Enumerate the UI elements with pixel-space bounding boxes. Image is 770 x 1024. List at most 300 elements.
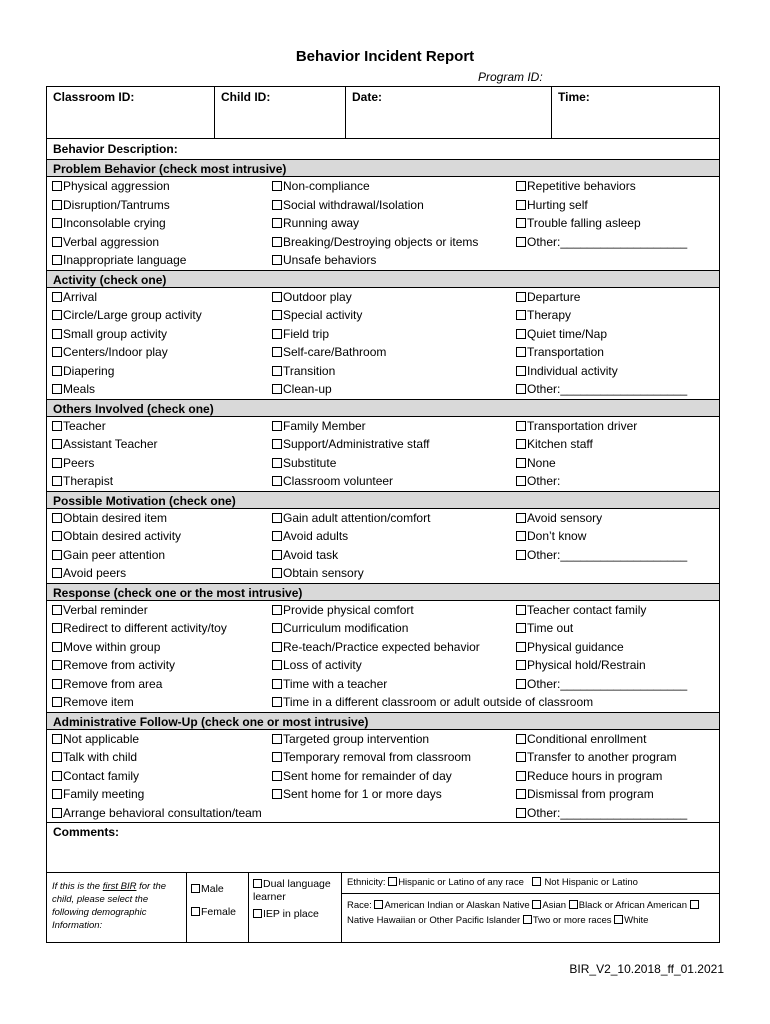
checkbox-icon[interactable]: [52, 476, 62, 486]
checkbox-option[interactable]: [52, 343, 272, 362]
checkbox-icon[interactable]: [52, 439, 62, 449]
checkbox-label: Substitute: [283, 455, 337, 470]
time-field[interactable]: Time:: [558, 90, 590, 104]
checkbox-icon[interactable]: [52, 292, 62, 302]
checkbox-icon[interactable]: [516, 605, 526, 615]
checkbox-option[interactable]: [516, 306, 726, 325]
checkbox-icon[interactable]: [52, 310, 62, 320]
checkbox-icon[interactable]: [52, 181, 62, 191]
checkbox-option[interactable]: [272, 601, 516, 620]
checkbox-icon[interactable]: [516, 458, 526, 468]
checkbox-option[interactable]: [516, 454, 726, 473]
checkbox-label: Time with a teacher: [283, 676, 388, 691]
checkbox-option[interactable]: [516, 546, 726, 565]
checkbox-option[interactable]: [52, 638, 272, 657]
checkbox-option[interactable]: [516, 638, 726, 657]
checkbox-option[interactable]: [272, 785, 516, 804]
empty-cell: [516, 251, 726, 270]
checkbox-option[interactable]: [52, 472, 272, 491]
checkbox-icon[interactable]: [516, 237, 526, 247]
checkbox-option[interactable]: [52, 546, 272, 565]
checkbox-label: Teacher contact family: [527, 602, 647, 617]
checkbox-icon[interactable]: [516, 200, 526, 210]
checkbox-label: Not applicable: [63, 731, 140, 746]
ethnicity-not-hispanic-option[interactable]: Not Hispanic or Latino: [544, 877, 638, 888]
page-title: Behavior Incident Report: [295, 48, 475, 65]
checkbox-icon[interactable]: [272, 421, 282, 431]
checkbox-icon[interactable]: [272, 292, 282, 302]
incident-form: [46, 86, 720, 943]
checkbox-icon[interactable]: [516, 513, 526, 523]
checkbox-option[interactable]: [272, 214, 516, 233]
checkbox-label: Move within group: [63, 639, 161, 654]
checkbox-icon[interactable]: [516, 292, 526, 302]
checkbox-icon[interactable]: [388, 877, 397, 886]
checkbox-label: Breaking/Destroying objects or items: [283, 234, 479, 249]
checkbox-label: Centers/Indoor play: [63, 345, 168, 359]
iep-option[interactable]: IEP in place: [253, 908, 337, 921]
checkbox-label: Unsafe behaviors: [283, 253, 377, 267]
checkbox-icon[interactable]: [272, 734, 282, 744]
section-heading: Activity (check one): [47, 270, 719, 288]
checkbox-option[interactable]: [272, 306, 516, 325]
checkbox-label: Repetitive behaviors: [527, 179, 636, 193]
checkbox-icon[interactable]: [272, 347, 282, 357]
checkbox-label: Outdoor play: [283, 289, 352, 304]
checkbox-option[interactable]: [272, 454, 516, 473]
checkbox-icon[interactable]: [516, 660, 526, 670]
checkbox-icon[interactable]: [52, 752, 62, 762]
checkbox-option[interactable]: [52, 362, 272, 381]
checkbox-option[interactable]: [272, 343, 516, 362]
checkbox-option[interactable]: [516, 509, 726, 528]
checkbox-option[interactable]: [272, 509, 516, 528]
checkbox-label: Hurting self: [527, 197, 588, 212]
checkbox-option[interactable]: [516, 177, 726, 196]
checkbox-icon[interactable]: [516, 181, 526, 191]
empty-cell: [272, 804, 516, 823]
checkbox-icon[interactable]: [52, 513, 62, 523]
checkbox-option[interactable]: [272, 693, 726, 712]
section-options: [47, 417, 719, 491]
checkbox-icon[interactable]: [516, 439, 526, 449]
section-heading: Problem Behavior (check most intrusive): [47, 159, 719, 177]
checkbox-label: Remove from area: [63, 676, 163, 691]
checkbox-option[interactable]: [516, 325, 726, 344]
checkbox-icon[interactable]: [516, 679, 526, 689]
checkbox-option[interactable]: [52, 619, 272, 638]
section-options: [47, 730, 719, 823]
checkbox-icon[interactable]: [690, 900, 699, 909]
checkbox-option[interactable]: [272, 767, 516, 786]
classroom-id-field[interactable]: Classroom ID:: [47, 87, 215, 138]
checkbox-icon[interactable]: [374, 900, 383, 909]
checkbox-icon[interactable]: [52, 808, 62, 818]
checkbox-label: Reduce hours in program: [527, 768, 663, 783]
checkbox-icon[interactable]: [272, 384, 282, 394]
checkbox-option[interactable]: [516, 730, 726, 749]
checkbox-icon[interactable]: [272, 623, 282, 633]
checkbox-label: Therapist: [63, 474, 114, 488]
checkbox-option[interactable]: [52, 417, 272, 436]
checkbox-label: Curriculum modification: [283, 621, 409, 635]
checkbox-icon[interactable]: [272, 255, 282, 265]
checkbox-icon[interactable]: [272, 697, 282, 707]
checkbox-icon[interactable]: [272, 531, 282, 541]
checkbox-label: None: [527, 455, 556, 470]
checkbox-option[interactable]: [272, 233, 516, 252]
checkbox-icon[interactable]: [253, 909, 262, 918]
checkbox-label: Avoid sensory: [527, 510, 603, 525]
race-line: Race: American Indian or Alaskan Native Asian Black or African American Native Hawaiian or Other Pacific Islander Two or more races White: [342, 894, 719, 932]
checkbox-label: Circle/Large group activity: [63, 308, 202, 322]
checkbox-option[interactable]: [516, 785, 726, 804]
checkbox-option[interactable]: [52, 730, 272, 749]
checkbox-icon[interactable]: [516, 310, 526, 320]
checkbox-icon[interactable]: [516, 218, 526, 228]
checkbox-option[interactable]: [516, 675, 726, 694]
checkbox-icon[interactable]: [272, 218, 282, 228]
checkbox-label: Other:___________________: [527, 382, 688, 396]
checkbox-icon[interactable]: [52, 568, 62, 578]
checkbox-icon[interactable]: [272, 568, 282, 578]
comments-label: Comments:: [53, 825, 120, 839]
checkbox-icon[interactable]: [52, 531, 62, 541]
checkbox-option[interactable]: [52, 748, 272, 767]
checkbox-label: Therapy: [527, 308, 572, 322]
checkbox-icon[interactable]: [253, 879, 262, 888]
checkbox-icon[interactable]: [523, 915, 532, 924]
checkbox-option[interactable]: [52, 288, 272, 307]
checkbox-option[interactable]: [52, 325, 272, 344]
child-id-field[interactable]: Child ID:: [215, 87, 346, 138]
checkbox-icon[interactable]: [516, 789, 526, 799]
checkbox-icon[interactable]: [272, 366, 282, 376]
checkbox-label: Family meeting: [63, 787, 145, 801]
section-heading: Others Involved (check one): [47, 399, 719, 417]
checkbox-icon[interactable]: [272, 752, 282, 762]
checkbox-label: Don’t know: [527, 529, 587, 543]
program-id-label[interactable]: Program ID:: [478, 70, 543, 84]
checkbox-icon[interactable]: [516, 734, 526, 744]
checkbox-option[interactable]: [516, 380, 726, 399]
checkbox-option[interactable]: [272, 325, 516, 344]
checkbox-option[interactable]: [272, 177, 516, 196]
dual-language-option[interactable]: Dual language learner: [253, 878, 331, 903]
checkbox-label: Special activity: [283, 308, 363, 322]
checkbox-label: Disruption/Tantrums: [63, 197, 170, 212]
empty-cell: [516, 564, 726, 583]
checkbox-label: Contact family: [63, 768, 140, 783]
checkbox-option[interactable]: [52, 454, 272, 473]
checkbox-label: Non-compliance: [283, 179, 370, 193]
checkbox-option[interactable]: [272, 656, 516, 675]
checkbox-label: Avoid adults: [283, 529, 349, 543]
checkbox-icon[interactable]: [52, 421, 62, 431]
checkbox-label: Arrange behavioral consultation/team: [63, 805, 262, 820]
checkbox-option[interactable]: [52, 509, 272, 528]
checkbox-label: Transfer to another program: [527, 750, 677, 764]
checkbox-label: Provide physical comfort: [283, 602, 414, 617]
checklist-sections: [47, 159, 719, 822]
checkbox-option[interactable]: [52, 306, 272, 325]
race-option[interactable]: Asian: [542, 900, 567, 911]
checkbox-icon[interactable]: [52, 384, 62, 394]
checkbox-icon[interactable]: [191, 907, 200, 916]
checkbox-icon[interactable]: [516, 476, 526, 486]
checkbox-label: Obtain sensory: [283, 566, 364, 580]
checkbox-icon[interactable]: [272, 310, 282, 320]
checkbox-option[interactable]: [52, 196, 272, 215]
checkbox-icon[interactable]: [52, 642, 62, 652]
checkbox-option[interactable]: [52, 564, 272, 583]
checkbox-option[interactable]: [272, 527, 516, 546]
male-option[interactable]: Male: [191, 883, 244, 906]
checkbox-label: Redirect to different activity/toy: [63, 621, 227, 635]
header-fields: [47, 87, 719, 139]
checkbox-icon[interactable]: [272, 679, 282, 689]
race-option[interactable]: American Indian or Alaskan Native: [384, 900, 530, 911]
checkbox-icon[interactable]: [52, 679, 62, 689]
checkbox-option[interactable]: [272, 546, 516, 565]
checkbox-icon[interactable]: [52, 789, 62, 799]
checkbox-option[interactable]: [516, 214, 726, 233]
checkbox-option[interactable]: [52, 767, 272, 786]
checkbox-icon[interactable]: [516, 347, 526, 357]
checkbox-option[interactable]: [516, 656, 726, 675]
checkbox-option[interactable]: [516, 288, 726, 307]
checkbox-icon[interactable]: [272, 771, 282, 781]
checkbox-option[interactable]: [52, 527, 272, 546]
checkbox-label: Teacher: [63, 418, 106, 433]
checkbox-icon[interactable]: [272, 200, 282, 210]
checkbox-label: Transportation driver: [527, 418, 638, 433]
checkbox-icon[interactable]: [52, 660, 62, 670]
checkbox-label: Loss of activity: [283, 658, 362, 672]
checkbox-option[interactable]: [272, 730, 516, 749]
checkbox-label: Conditional enrollment: [527, 731, 647, 746]
checkbox-option[interactable]: [516, 472, 726, 491]
checkbox-option[interactable]: [272, 619, 516, 638]
checkbox-icon[interactable]: [516, 623, 526, 633]
race-option[interactable]: Two or more races: [532, 915, 612, 926]
checkbox-icon[interactable]: [516, 531, 526, 541]
checkbox-option[interactable]: [272, 472, 516, 491]
checkbox-icon[interactable]: [516, 808, 526, 818]
checkbox-icon[interactable]: [272, 550, 282, 560]
date-field[interactable]: Date:: [346, 87, 552, 138]
checkbox-label: Inconsolable crying: [63, 216, 166, 230]
section-options: [47, 177, 719, 270]
checkbox-option[interactable]: [516, 804, 726, 823]
checkbox-option[interactable]: [516, 748, 726, 767]
checkbox-label: Avoid task: [283, 547, 339, 562]
checkbox-option[interactable]: [516, 362, 726, 381]
language-iep-options: [249, 873, 342, 942]
checkbox-option[interactable]: [272, 251, 516, 270]
checkbox-icon[interactable]: [52, 329, 62, 339]
checkbox-label: Avoid peers: [63, 566, 127, 580]
checkbox-label: Temporary removal from classroom: [283, 750, 472, 764]
demographics-row: [47, 872, 719, 942]
checkbox-option[interactable]: [272, 417, 516, 436]
checkbox-option[interactable]: [52, 233, 272, 252]
checkbox-label: Sent home for 1 or more days: [283, 787, 442, 801]
checkbox-label: Remove item: [63, 695, 134, 709]
checkbox-label: Transportation: [527, 345, 604, 359]
section-heading: Possible Motivation (check one): [47, 491, 719, 509]
checkbox-icon[interactable]: [272, 476, 282, 486]
checkbox-icon[interactable]: [52, 366, 62, 376]
checkbox-option[interactable]: [52, 435, 272, 454]
checkbox-icon[interactable]: [272, 605, 282, 615]
checkbox-option[interactable]: [52, 785, 272, 804]
checkbox-icon[interactable]: [569, 900, 578, 909]
female-option[interactable]: Female: [191, 906, 244, 929]
checkbox-icon[interactable]: [191, 884, 200, 893]
section-options: [47, 509, 719, 583]
checkbox-label: Meals: [63, 382, 96, 396]
checkbox-icon[interactable]: [52, 697, 62, 707]
checkbox-option[interactable]: [516, 196, 726, 215]
checkbox-icon[interactable]: [272, 660, 282, 670]
checkbox-label: Social withdrawal/Isolation: [283, 197, 424, 212]
checkbox-label: Obtain desired item: [63, 510, 168, 525]
checkbox-icon[interactable]: [52, 550, 62, 560]
checkbox-option[interactable]: [272, 288, 516, 307]
checkbox-option[interactable]: [52, 177, 272, 196]
ethnicity-hispanic-option[interactable]: Hispanic or Latino of any race: [398, 877, 524, 888]
checkbox-label: Clean-up: [283, 382, 332, 396]
checkbox-icon[interactable]: [52, 734, 62, 744]
checkbox-option[interactable]: [52, 804, 272, 823]
checkbox-option[interactable]: [272, 748, 516, 767]
checkbox-icon[interactable]: [516, 642, 526, 652]
comments-field[interactable]: [47, 822, 719, 872]
checkbox-label: Physical guidance: [527, 639, 624, 654]
checkbox-option[interactable]: [272, 638, 516, 657]
checkbox-option[interactable]: [272, 362, 516, 381]
checkbox-option[interactable]: [52, 214, 272, 233]
checkbox-label: Other:___________________: [527, 547, 688, 562]
checkbox-option[interactable]: [516, 601, 726, 620]
checkbox-label: Inappropriate language: [63, 253, 187, 267]
checkbox-icon[interactable]: [52, 623, 62, 633]
checkbox-label: Peers: [63, 455, 95, 470]
checkbox-label: Departure: [527, 289, 581, 304]
checkbox-label: Other:___________________: [527, 234, 688, 249]
checkbox-option[interactable]: [516, 233, 726, 252]
checkbox-icon[interactable]: [52, 771, 62, 781]
ethnicity-line: Ethnicity: Hispanic or Latino of any race Not Hispanic or Latino: [342, 873, 719, 894]
checkbox-label: Other:: [527, 474, 561, 488]
checkbox-label: Re-teach/Practice expected behavior: [283, 639, 480, 654]
checkbox-label: Quiet time/Nap: [527, 326, 608, 341]
checkbox-icon[interactable]: [516, 384, 526, 394]
checkbox-label: Other:___________________: [527, 676, 688, 691]
checkbox-icon[interactable]: [52, 218, 62, 228]
checkbox-icon[interactable]: [272, 458, 282, 468]
checkbox-option[interactable]: [516, 417, 726, 436]
checkbox-option[interactable]: [52, 675, 272, 694]
checkbox-icon[interactable]: [516, 329, 526, 339]
checkbox-icon[interactable]: [516, 752, 526, 762]
checkbox-option[interactable]: [52, 251, 272, 270]
checkbox-icon[interactable]: [272, 181, 282, 191]
checkbox-label: Running away: [283, 216, 360, 230]
checkbox-icon[interactable]: [52, 458, 62, 468]
race-option[interactable]: White: [624, 915, 649, 926]
checkbox-label: Individual activity: [527, 363, 618, 378]
checkbox-label: Classroom volunteer: [283, 474, 394, 488]
ethnicity-race-options: [342, 873, 719, 942]
checkbox-icon[interactable]: [532, 877, 541, 886]
checkbox-icon[interactable]: [272, 237, 282, 247]
checkbox-label: Family Member: [283, 418, 366, 433]
behavior-description-label: Behavior Description:: [53, 142, 178, 156]
checkbox-icon[interactable]: [272, 329, 282, 339]
checkbox-label: Time in a different classroom or adult outside of classroom: [283, 695, 594, 709]
checkbox-icon[interactable]: [52, 237, 62, 247]
checkbox-option[interactable]: [516, 435, 726, 454]
checkbox-label: Talk with child: [63, 750, 138, 764]
checkbox-label: Verbal aggression: [63, 234, 160, 249]
checkbox-label: Verbal reminder: [63, 602, 148, 617]
checkbox-label: Physical hold/Restrain: [527, 658, 646, 672]
checkbox-option[interactable]: [516, 767, 726, 786]
checkbox-label: Support/Administrative staff: [283, 437, 430, 451]
race-option[interactable]: Native Hawaiian or Other Pacific Islander: [347, 915, 521, 926]
checkbox-option[interactable]: [52, 380, 272, 399]
checkbox-option[interactable]: [516, 343, 726, 362]
checkbox-option[interactable]: [272, 435, 516, 454]
checkbox-option[interactable]: [516, 619, 726, 638]
checkbox-icon[interactable]: [516, 421, 526, 431]
section-options: [47, 601, 719, 712]
checkbox-icon[interactable]: [516, 771, 526, 781]
checkbox-icon[interactable]: [52, 200, 62, 210]
checkbox-icon[interactable]: [52, 605, 62, 615]
checkbox-option[interactable]: [516, 527, 726, 546]
checkbox-icon[interactable]: [272, 642, 282, 652]
checkbox-icon[interactable]: [52, 347, 62, 357]
checkbox-label: Diapering: [63, 363, 115, 378]
checkbox-label: Self-care/Bathroom: [283, 345, 387, 359]
checkbox-option[interactable]: [52, 601, 272, 620]
checkbox-label: Field trip: [283, 326, 330, 341]
checkbox-option[interactable]: [52, 693, 272, 712]
checkbox-option[interactable]: [272, 196, 516, 215]
race-option[interactable]: Black or African American: [578, 900, 687, 911]
checkbox-option[interactable]: [272, 564, 516, 583]
sex-options: [187, 873, 249, 942]
section-options: [47, 288, 719, 399]
checkbox-icon[interactable]: [272, 513, 282, 523]
checkbox-label: Gain peer attention: [63, 547, 166, 562]
checkbox-icon[interactable]: [614, 915, 623, 924]
checkbox-icon[interactable]: [272, 789, 282, 799]
checkbox-label: Remove from activity: [63, 658, 176, 672]
checkbox-icon[interactable]: [532, 900, 541, 909]
checkbox-icon[interactable]: [516, 366, 526, 376]
checkbox-option[interactable]: [272, 675, 516, 694]
checkbox-option[interactable]: [52, 656, 272, 675]
checkbox-icon[interactable]: [52, 255, 62, 265]
checkbox-option[interactable]: [272, 380, 516, 399]
checkbox-icon[interactable]: [516, 550, 526, 560]
checkbox-label: Trouble falling asleep: [527, 216, 641, 230]
checkbox-icon[interactable]: [272, 439, 282, 449]
